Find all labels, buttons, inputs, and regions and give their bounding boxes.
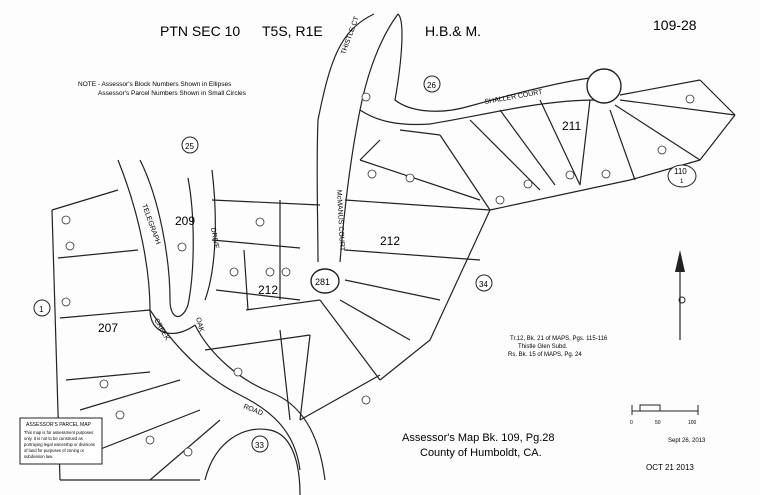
legend-line-4: of land for purposes of zoning or [24, 448, 85, 453]
reference-line-2: Thistle Glen Subd. [518, 344, 568, 350]
block-ellipse-110-label: 110 [674, 167, 687, 176]
street-telegraph: TELEGRAPH [140, 203, 162, 246]
legend-line-1: This map is for assessment purposes [24, 430, 94, 435]
block-212-left: 212 [258, 283, 279, 297]
scale-bar [632, 405, 698, 415]
street-oak: OAK [194, 316, 205, 333]
street-creek: CREEK [152, 317, 171, 342]
block-211: 211 [562, 119, 582, 133]
north-arrow-icon [675, 250, 685, 340]
block-ellipse-110-sub: 1 [680, 179, 684, 185]
footer-received: OCT 21 2013 [646, 463, 694, 472]
street-shaller-court: SHALLER COURT [484, 88, 544, 106]
header-meridian: H.B.& M. [425, 23, 482, 39]
note-line-1: NOTE - Assessor's Block Numbers Shown in Ellipses [78, 81, 232, 88]
block-209: 209 [175, 214, 196, 228]
block-ellipse-26-label: 26 [427, 81, 436, 90]
reference-line-1: Tr.12, Bk. 21 of MAPS, Pgs. 115-116 [510, 336, 608, 342]
street-mcmanus-court: McMANUS COURT [335, 189, 346, 252]
scale-label-left: 0 [630, 420, 633, 426]
reference-line-3: Rs. Bk. 15 of MAPS, Pg. 24 [508, 352, 582, 358]
street-drive: DRIVE [209, 227, 220, 250]
legend-line-5: subdivision law. [24, 454, 54, 459]
block-ellipse-33-label: 33 [255, 441, 264, 450]
legend-title: ASSESSOR'S PARCEL MAP [26, 422, 91, 428]
legend-line-3: portraying legal ownership or divisions [24, 442, 95, 447]
shaller-cul-de-sac [587, 69, 621, 103]
block-ellipse-34-label: 34 [479, 280, 488, 289]
footer-line-2: County of Humboldt, CA. [420, 447, 542, 459]
block-ellipse-1-label: 1 [39, 305, 44, 314]
header-township-range: T5S, R1E [262, 23, 323, 39]
parcel-circles [62, 93, 694, 456]
footer-stamp-date: Sept 26, 2013 [668, 438, 706, 444]
legend-line-2: only. It is not to be construed as [24, 436, 83, 441]
block-ellipse-281-label: 281 [315, 277, 331, 287]
header-map-number: 109-28 [653, 17, 697, 33]
road-arc [205, 429, 300, 495]
footer-line-1: Assessor's Map Bk. 109, Pg.28 [402, 432, 555, 444]
block-ellipse-25-label: 25 [185, 142, 194, 151]
street-thistle-ct: THISTLE CT [340, 15, 361, 56]
block-207: 207 [98, 321, 119, 335]
block-212-right: 212 [380, 234, 401, 248]
street-road: ROAD [242, 403, 264, 418]
note-line-2: Assessor's Parcel Numbers Shown in Small Circles [98, 90, 246, 97]
scale-label-right: 100 [688, 420, 697, 426]
header-section: PTN SEC 10 [160, 23, 241, 39]
scale-label-mid: 50 [655, 420, 661, 426]
